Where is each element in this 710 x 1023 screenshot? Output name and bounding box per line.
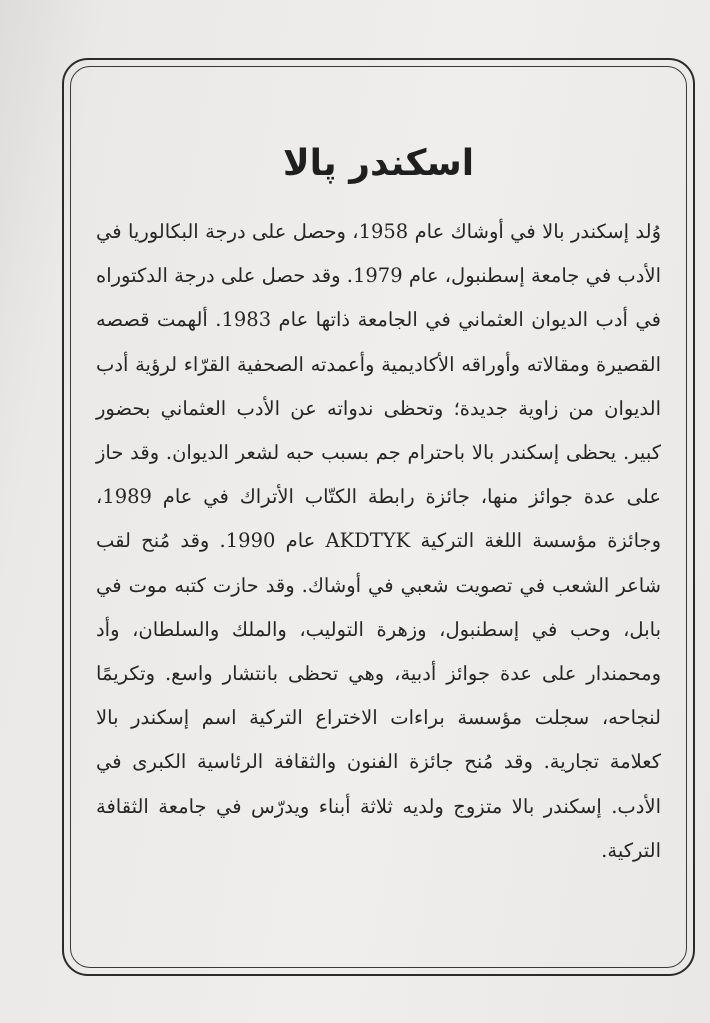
page-title: اسكندر پالا [282, 143, 475, 184]
biography-paragraph: وُلد إسكندر بالا في أوشاك عام 1958، وحصل على درجة البكالوريا في الأدب في جامعة إسطنبول، عام 1979. وقد حصل على درجة الدكتوراه في أدب الديوان العثماني في الجامعة ذاتها عام 1983. ألهمت قصصه القصيرة ومقالاته وأوراقه الأكاديمية وأعمدته الصحفية القرّاء لرؤية أدب الديوان من زاوية جديدة؛ وتحظى ندواته عن الأدب العثماني بحضور كبير. يحظى إسكندر بالا باحترام جم بسبب حبه لشعر الديوان. وقد حاز على عدة جوائز منها، جائزة رابطة الكتّاب الأتراك في عام 1989، وجائزة مؤسسة اللغة التركية AKDTYK عام 1990. وقد مُنح لقب شاعر الشعب في تصويت شعبي في أوشاك. وقد حازت كتبه موت في بابل، وحب في إسطنبول، وزهرة التوليب، والملك والسلطان، وأد ومحمندار على عدة جوائز أدبية، وهي تحظى بانتشار واسع. وتكريمًا لنجاحه، سجلت مؤسسة براءات الاختراع التركية اسم إسكندر بالا كعلامة تجارية. وقد مُنح جائزة الفنون والثقافة الرئاسية الكبرى في الأدب. إسكندر بالا متزوج ولديه ثلاثة أبناء ويدرّس في جامعة الثقافة التركية. [96, 220, 662, 862]
